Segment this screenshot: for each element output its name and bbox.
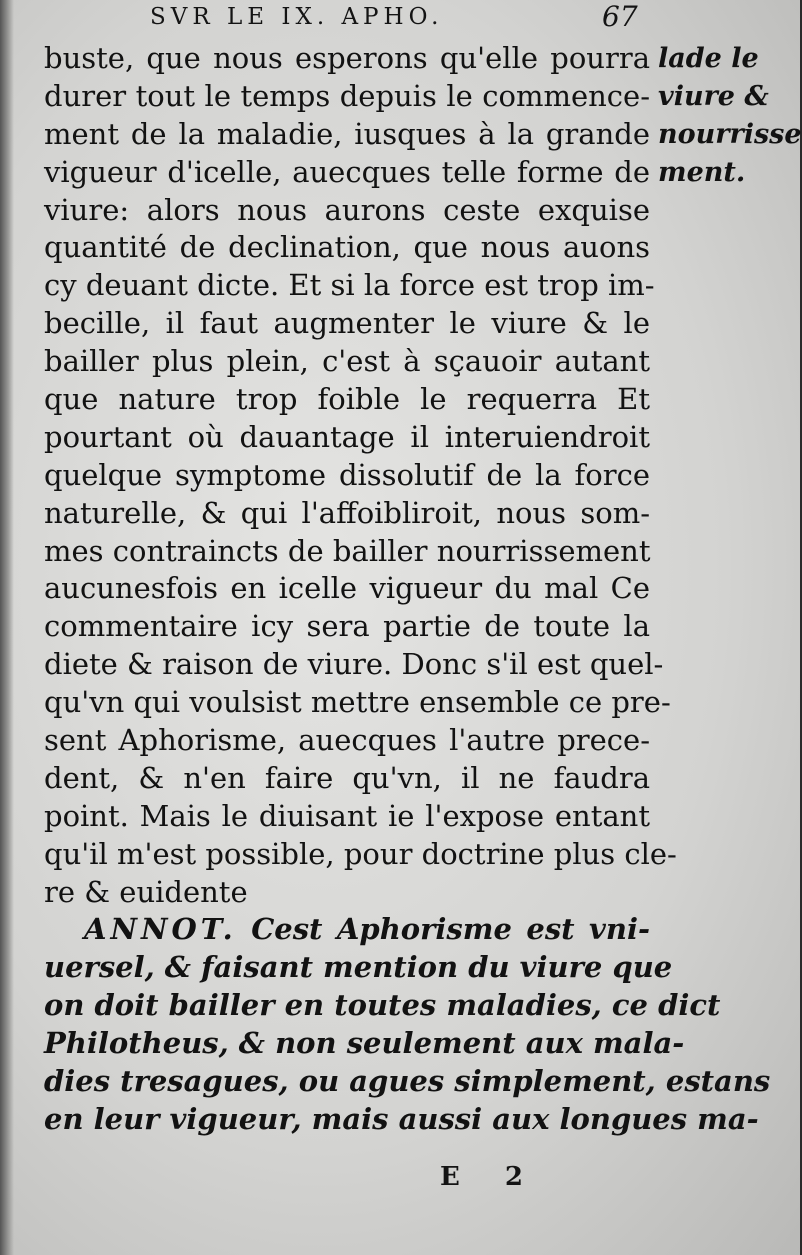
text-line: commentaire icy sera partie de toute la bbox=[44, 609, 650, 644]
signature-mark: E 2 bbox=[440, 1162, 541, 1192]
text-line: quelque symptome dissolutif de la force bbox=[44, 457, 650, 492]
text-line: point. Mais le diuisant ie l'expose entant bbox=[44, 798, 650, 833]
text-line: ment de la maladie, iusques à la grande bbox=[44, 116, 650, 151]
text-line: qu'il m'est possible, pour doctrine plus cle- bbox=[44, 836, 677, 871]
page-number: 67 bbox=[602, 0, 638, 33]
annotation-line: on doit bailler en toutes maladies, ce dict bbox=[44, 988, 721, 1023]
annotation-line-text: Cest Aphorisme est vni- bbox=[251, 912, 650, 947]
text-line: qu'vn qui voulsist mettre ensemble ce pre- bbox=[44, 685, 671, 720]
text-line: naturelle, & qui l'affoibliroit, nous som- bbox=[44, 495, 650, 530]
text-line: buste, que nous esperons qu'elle pourra bbox=[44, 41, 650, 75]
text-line: becille, il faut augmenter le viure & le bbox=[44, 306, 650, 341]
annotation-label: ANNOT. bbox=[84, 912, 237, 947]
marginal-note-line: lade le bbox=[658, 43, 759, 74]
marginal-note-line: viure & bbox=[658, 80, 769, 112]
text-line: que nature trop foible le requerra Et bbox=[44, 382, 650, 417]
text-line: re & euidente bbox=[44, 874, 248, 909]
annotation-line: Philotheus, & non seulement aux mala- bbox=[44, 1026, 685, 1061]
marginal-note-line: nourrisse bbox=[658, 118, 802, 150]
page-gutter-shadow bbox=[0, 0, 14, 1255]
text-line: aucunesfois en icelle vigueur du mal Ce bbox=[44, 571, 650, 606]
text-line: dent, & n'en faire qu'vn, il ne faudra bbox=[44, 760, 650, 795]
annotation-line: en leur vigueur, mais aussi aux longues ma- bbox=[44, 1101, 759, 1136]
text-line: viure: alors nous aurons ceste exquise bbox=[44, 192, 650, 227]
marginal-note-line: ment. bbox=[658, 156, 746, 188]
annotation-line: dies tresagues, ou agues simplement, estans bbox=[44, 1064, 771, 1099]
running-head: SVR LE IX. APHO. bbox=[150, 4, 444, 30]
text-line: vigueur d'icelle, auecques telle forme de bbox=[44, 154, 650, 189]
text-line: pourtant où dauantage il interuiendroit bbox=[44, 419, 650, 454]
text-line: sent Aphorisme, auecques l'autre prece- bbox=[44, 723, 650, 758]
marginal-note bbox=[658, 40, 802, 192]
text-line: cy deuant dicte. Et si la force est trop im- bbox=[44, 268, 655, 303]
text-line: diete & raison de viure. Donc s'il est quel- bbox=[44, 647, 664, 682]
text-line: bailler plus plein, c'est à sçauoir autant bbox=[44, 344, 650, 379]
text-line: durer tout le temps depuis le commence- bbox=[44, 78, 650, 113]
annotation-line: uersel, & faisant mention du viure que bbox=[44, 950, 673, 985]
text-line: mes contraincts de bailler nourrissement bbox=[44, 533, 651, 568]
annotation-line bbox=[44, 911, 650, 949]
text-line: quantité de declination, que nous auons bbox=[44, 230, 650, 265]
